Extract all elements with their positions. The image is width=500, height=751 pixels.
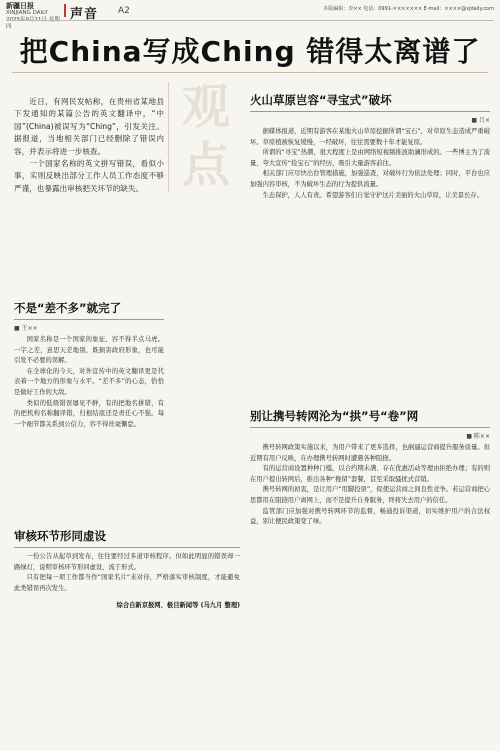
section-3: [250, 92, 490, 201]
main-headline: 把China写成Ching 错得太离谱了: [19, 35, 481, 68]
section-3-byline: ■ 吕×: [471, 117, 490, 124]
issue-date: 2025年9月11日 星期四: [6, 17, 60, 30]
brief-paragraph: 一个国家名称的英文拼写错误，看似小事，实则反映出部分工作人员工作态度不够严谨，也暴露出审核把关环节的缺失。: [14, 159, 164, 193]
section-2-body: [14, 552, 240, 594]
section-4-paragraph: 监管部门应加强对携号转网环节的监督，畅通投诉渠道，切实维护用户的合法权益，别让便民政策变了味。: [250, 507, 490, 526]
section-1-body: [14, 335, 164, 430]
masthead: [6, 3, 62, 31]
section-1-paragraph: 国家名称是一个国家的象征，容不得半点马虎。一字之差，意思天差地别，既损害政府形象，也可能引发不必要的误解。: [14, 336, 164, 365]
section-1-paragraph: 在全球化的今天，对外宣传中的英文翻译更是代表着一个地方的形象与水平。“差不多”的心态，恰恰是做好工作的大敌。: [14, 367, 164, 396]
section-3-title: 火山草原岂容“寻宝式”破坏: [250, 93, 392, 107]
section-4-paragraph: 携号转网的初衷，是让用户“用脚投票”，促使运营商之间良性竞争。若运营商把心思都用在阻挠用户离网上，而不是提升自身服务，终将失去用户的信任。: [250, 486, 490, 504]
section-2-source: 综合自新京报网、极目新闻等 (马九月 整理): [116, 602, 240, 610]
section-1-paragraph: 类似的低级错误屡见不鲜，有的把地名拼错，有的把机构名称翻译错，归根结底还是责任心不强。每一个细节都关系到公信力，容不得丝毫懈怠。: [14, 399, 164, 428]
column-divider: [168, 82, 169, 192]
section-4-title: 别让携号转网沦为“拱”号“卷”网: [250, 409, 419, 423]
brief-paragraph: 近日，有网民发帖称，在贵州省某地县下发通知的某篇公告的英文翻译中，“中国”(China)被误写为“Ching”，引发关注。据报道，当地相关部门已经删除了错误内容，并表示将进一步核查。: [14, 97, 164, 156]
section-1-title: 不是“差不多”就完了: [14, 301, 122, 315]
lead-brief: [14, 96, 164, 195]
header-divider: [6, 20, 494, 21]
section-3-paragraph: 据媒体报道，近期有游客在某地火山草原挖掘所谓“宝石”，对草原生态造成严重破坏。草原植被恢复缓慢，一经破坏，往往需要数十年才能复原。: [250, 128, 490, 146]
section-4-byline: ■ 陈××: [466, 433, 490, 440]
paper-subtitle: XINJIANG DAILY: [6, 10, 48, 16]
section-4-paragraph: 携号转网政策实施以来，为用户带来了更多选择，也倒逼运营商提升服务质量。但近期有用户反映，在办理携号转网时遭遇各种阻挠。: [250, 444, 490, 462]
guan-dian-watermark: 观点: [182, 79, 231, 193]
headline-divider: [12, 72, 488, 73]
paper-name: 新疆日报: [6, 2, 34, 10]
section-2-paragraph: 只有把每一项工作都当作“国家名片”来对待，严格落实审核制度，才能避免此类错误再次发生。: [14, 574, 240, 592]
page-number: A2: [118, 6, 130, 16]
section-3-rule: [250, 111, 490, 112]
section-1-rule: [14, 319, 164, 320]
section-3-body: [250, 127, 490, 201]
section-1-byline: ■ 王××: [14, 325, 38, 332]
section-2: [14, 528, 240, 609]
section-3-paragraph: 相关部门应尽快出台管理措施，加强巡查，对破坏行为依法处理；同时，平台也应加强内容审核，不为破坏生态的行为提供流量。: [250, 170, 490, 188]
section-accent-bar: [64, 4, 66, 17]
section-4-rule: [250, 427, 490, 428]
section-4-paragraph: 有的运营商设置种种门槛，以合约期未满、存在优惠活动等理由拒绝办理；有的则在用户提出转网后，推出各种“挽留”套餐，甚至采取骚扰式营销。: [250, 465, 490, 483]
section-2-paragraph: 一份公告从起草到发布，往往要经过多道审核程序。但如此明显的错误却一路绿灯，说明审核环节形同虚设，流于形式。: [14, 553, 240, 571]
section-3-paragraph: 所谓的“寻宝”热潮，很大程度上是由网络短视频推波助澜形成的。一些博主为了流量，夸大宣传“捡宝石”的经历，吸引大量游客前往。: [250, 149, 490, 167]
section-name: 声音: [70, 7, 99, 22]
section-4: [250, 408, 490, 528]
editor-contact: 本版编辑：李×× 电话：0991-××××××× E-mail：××××@xjdaily.com: [323, 6, 494, 12]
section-2-title: 审核环节形同虚设: [14, 529, 106, 543]
section-2-rule: [14, 547, 240, 548]
section-1: [14, 300, 164, 430]
section-3-paragraph: 生态保护，人人有责。希望游客们自觉守护这片美丽的火山草原，让美景长存。: [262, 191, 483, 199]
section-4-body: [250, 443, 490, 528]
